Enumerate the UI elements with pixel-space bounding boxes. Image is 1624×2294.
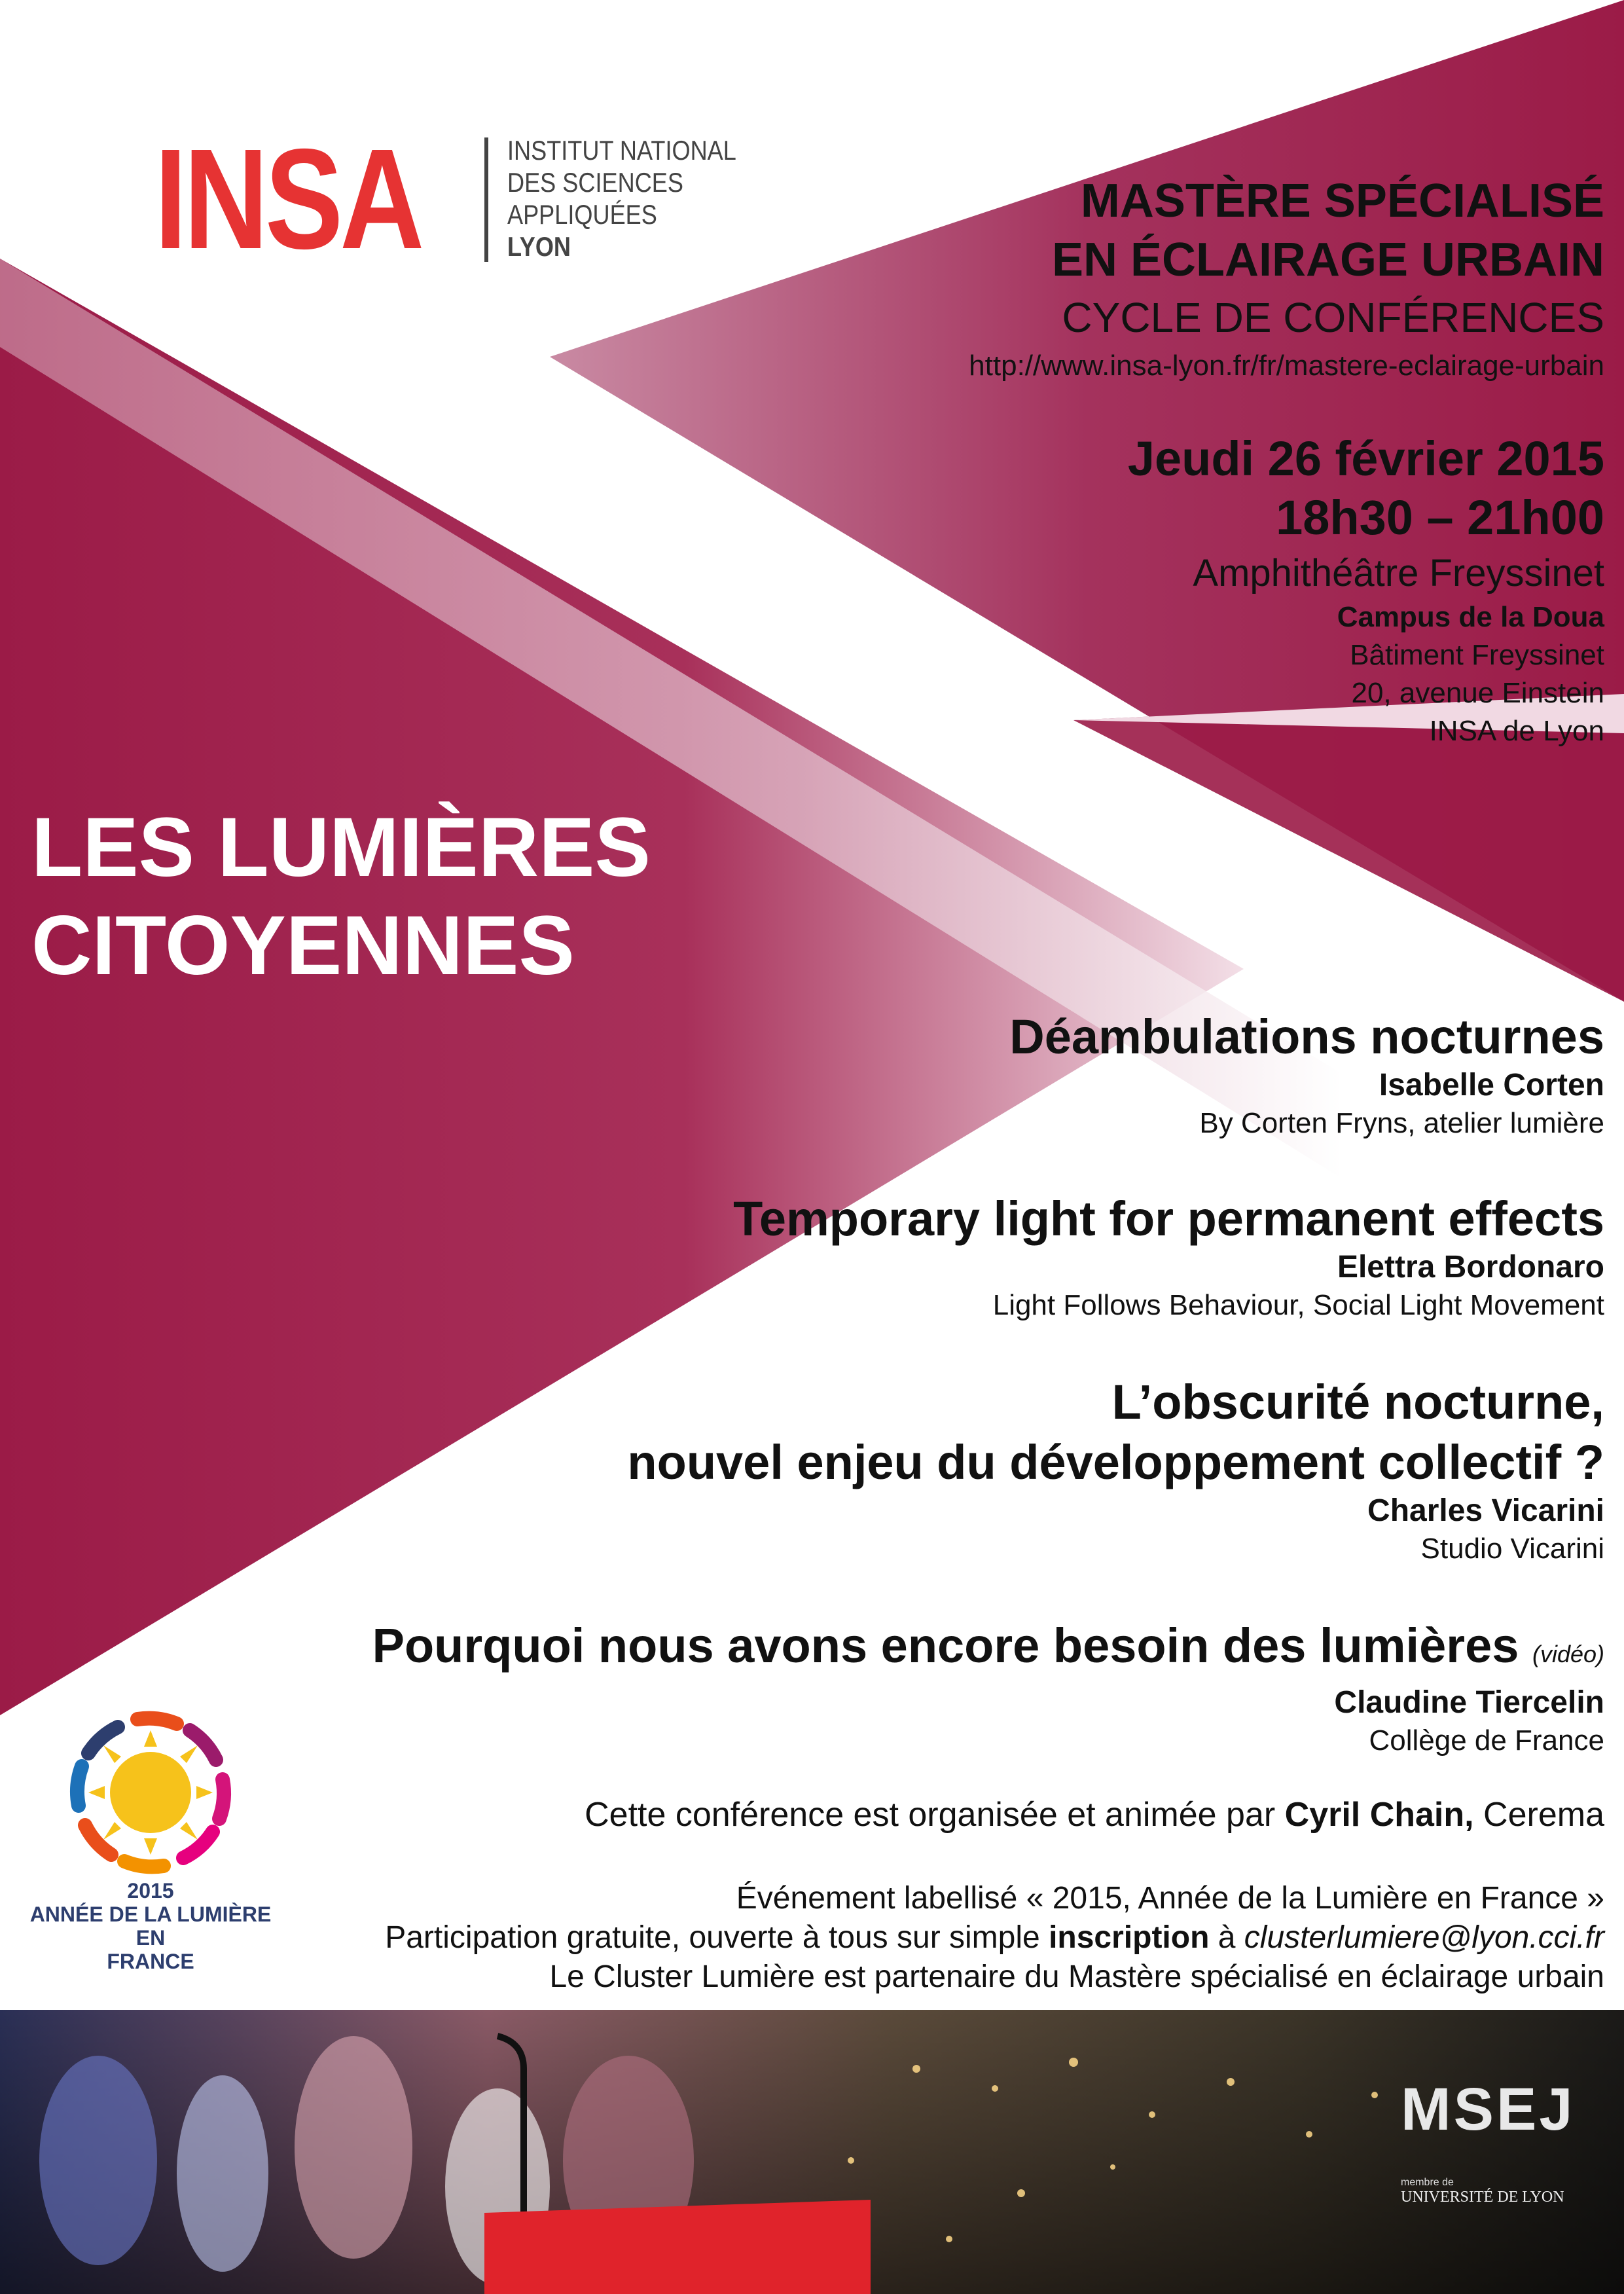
registration-line: [385, 1918, 1604, 1957]
logo-line: DES SCIENCES: [507, 167, 683, 198]
talk-title: Déambulations nocturnes: [1009, 1010, 1604, 1064]
insa-logo-text: [507, 134, 736, 263]
registration-word: inscription: [1049, 1920, 1210, 1955]
event-campus: Campus de la Doua: [1337, 601, 1604, 633]
label-line: Événement labellisé « 2015, Année de la Lumière en France »: [736, 1881, 1604, 1916]
talk-speaker: Isabelle Corten: [1379, 1068, 1604, 1102]
poster-title-line2: CITOYENNES: [31, 899, 575, 992]
talk-note: (vidéo): [1532, 1641, 1604, 1667]
program-heading: [1052, 172, 1604, 289]
talk-title: L’obscurité nocturne,: [1111, 1375, 1604, 1429]
talk-3: [627, 1372, 1604, 1565]
program-title-line2: EN ÉCLAIRAGE URBAIN: [1051, 234, 1604, 286]
logo-line: APPLIQUÉES: [507, 199, 657, 230]
talk-title: Temporary light for permanent effects: [733, 1192, 1604, 1246]
address-line: 20, avenue Einstein: [1351, 677, 1604, 709]
event-info: [385, 1879, 1604, 1997]
msej-logo: [1401, 2075, 1617, 2206]
year-of-light-logo: [20, 1709, 281, 1973]
yl-line1: ANNÉE DE LA LUMIÈRE: [29, 1903, 272, 1926]
yl-year: 2015: [127, 1879, 174, 1903]
talk-affiliation: Light Follows Behaviour, Social Light Movement: [992, 1289, 1604, 1321]
talk-4: [372, 1616, 1604, 1757]
organizer-org: Cerema: [1483, 1796, 1604, 1834]
program-title-line1: MASTÈRE SPÉCIALISÉ: [1080, 175, 1604, 227]
logo-divider: [484, 137, 488, 262]
msej-member: membre de: [1401, 2177, 1454, 2188]
sun-icon: [20, 1709, 281, 1879]
talk-affiliation: By Corten Fryns, atelier lumière: [1199, 1107, 1604, 1139]
talk-1: [1009, 1007, 1604, 1140]
registration-prefix: Participation gratuite, ouverte à tous sur simple: [385, 1920, 1040, 1955]
year-of-light-text: [20, 1879, 281, 1973]
talk-speaker: Charles Vicarini: [1367, 1493, 1604, 1528]
program-url: http://www.insa-lyon.fr/fr/mastere-eclairage-urbain: [969, 350, 1604, 382]
event-date: Jeudi 26 février 2015: [1127, 431, 1604, 486]
address-line: INSA de Lyon: [1429, 715, 1604, 747]
talk-affiliation: Collège de France: [1369, 1724, 1604, 1757]
msej-mark: MSEJ: [1401, 2076, 1576, 2143]
msej-university: UNIVERSITÉ DE LYON: [1401, 2189, 1564, 2206]
event-address: [1350, 636, 1604, 750]
poster-title-line1: LES LUMIÈRES: [31, 801, 651, 894]
bottom-red-wedge: [484, 2200, 871, 2294]
event-venue: Amphithéâtre Freyssinet: [1193, 552, 1604, 594]
yl-line3: FRANCE: [107, 1950, 194, 1973]
talk-speaker: Elettra Bordonaro: [1337, 1250, 1604, 1284]
conference-cycle: CYCLE DE CONFÉRENCES: [1062, 294, 1604, 341]
logo-line: INSTITUT NATIONAL: [507, 135, 736, 166]
yl-line2: EN: [135, 1926, 166, 1950]
registration-email[interactable]: clusterlumiere@lyon.cci.fr: [1244, 1920, 1604, 1955]
event-time: 18h30 – 21h00: [1276, 490, 1604, 545]
address-line: Bâtiment Freyssinet: [1350, 639, 1604, 671]
talk-title-line2: nouvel enjeu du développement collectif ?: [627, 1435, 1604, 1489]
talk-speaker: Claudine Tiercelin: [1334, 1685, 1604, 1720]
talk-title-row: [372, 1616, 1604, 1684]
organizer-name: Cyril Chain,: [1284, 1796, 1474, 1834]
registration-mid: à: [1218, 1920, 1236, 1955]
talk-title: Pourquoi nous avons encore besoin des lumières: [372, 1618, 1519, 1673]
logo-line: LYON: [507, 231, 571, 262]
organizer-line: [585, 1795, 1604, 1834]
event-datetime: [1128, 429, 1604, 547]
talk-affiliation: Studio Vicarini: [1420, 1533, 1604, 1565]
partner-line: Le Cluster Lumière est partenaire du Mastère spécialisé en éclairage urbain: [549, 1959, 1604, 1994]
talk-2: [733, 1189, 1604, 1322]
insa-logo: INSA: [154, 120, 422, 279]
poster-title: [31, 799, 651, 995]
organizer-prefix: Cette conférence est organisée et animée par: [585, 1796, 1276, 1834]
